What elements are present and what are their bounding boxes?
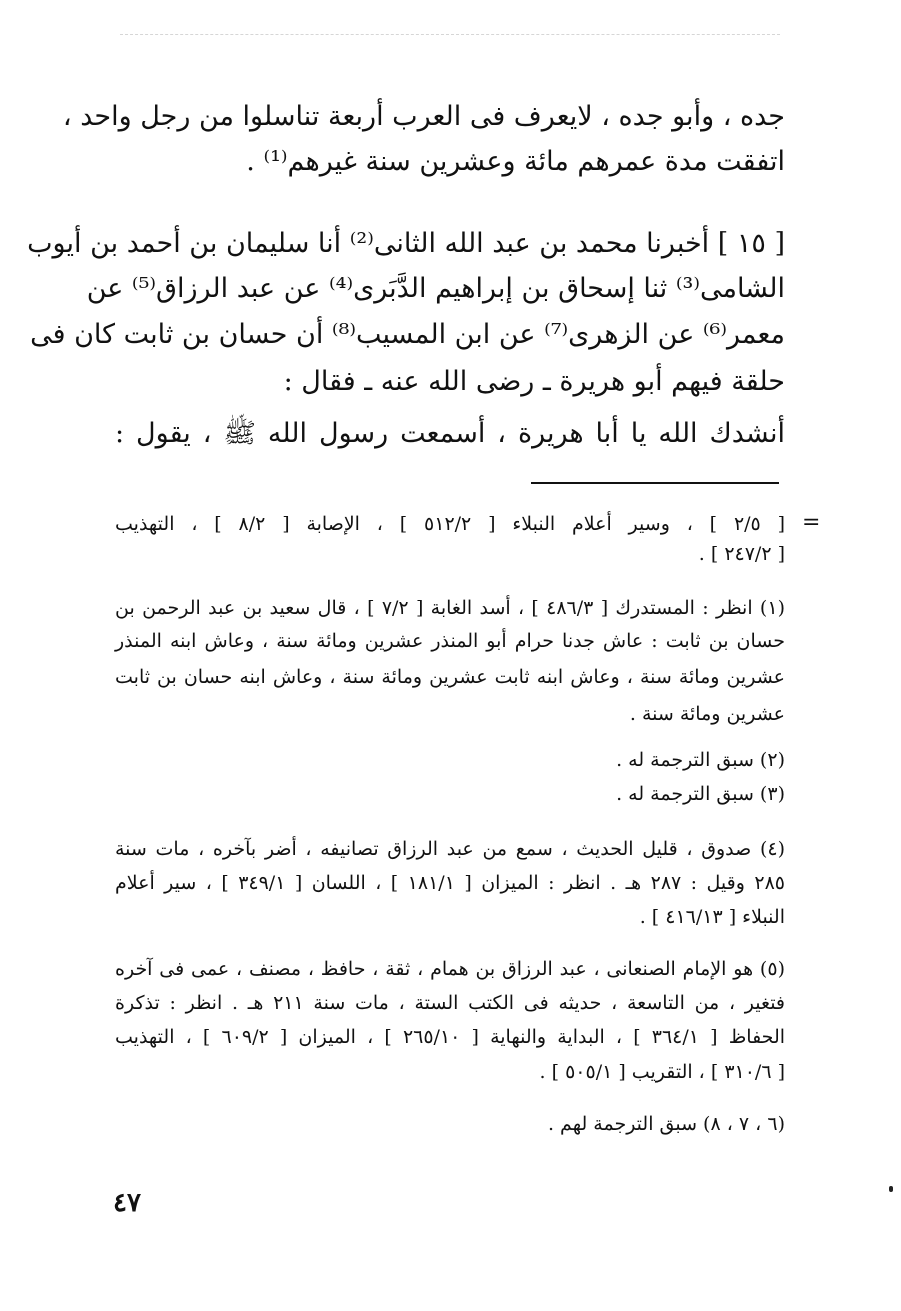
body-line-7: أنشدك الله يا أبا هريرة ، أسمعت رسول الله ﷺ ، يقول : bbox=[115, 418, 785, 449]
footnote-line: (٢) سبق الترجمة له . bbox=[616, 749, 785, 771]
continuation-mark: = bbox=[802, 510, 821, 535]
body-line-5: معمر⁽⁶⁾ عن الزهرى⁽⁷⁾ عن ابن المسيب⁽⁸⁾ أن حسان بن ثابت كان فى bbox=[30, 319, 785, 350]
body-line-2: اتفقت مدة عمرهم مائة وعشرين سنة غيرهم⁽¹⁾ . bbox=[246, 146, 785, 177]
body-line-4: الشامى⁽³⁾ ثنا إسحاق بن إبراهيم الدَّبَرى⁽⁴⁾ عن عبد الرزاق⁽⁵⁾ عن bbox=[86, 273, 785, 304]
footnote-line: عشرين ومائة سنة ، وعاش ابنه ثابت عشرين ومائة سنة ، وعاش ابنه حسان بن ثابت bbox=[115, 666, 785, 688]
body-line-1: جده ، وأبو جده ، لايعرف فى العرب أربعة تناسلوا من رجل واحد ، bbox=[62, 101, 785, 132]
footnote-line: فتغير ، من التاسعة ، حديثه فى الكتب الستة ، مات سنة ٢١١ هـ . انظر : تذكرة bbox=[115, 992, 786, 1014]
footnote-line: ٢٨٥ وقيل : ٢٨٧ هـ . انظر : الميزان [ ١٨١/١ ] ، اللسان [ ٣٤٩/١ ] ، سير أعلام bbox=[115, 872, 785, 894]
footnote-divider bbox=[531, 482, 779, 484]
footnote-line: عشرين ومائة سنة . bbox=[629, 703, 785, 725]
scan-speck bbox=[889, 1186, 893, 1192]
body-line-6: حلقة فيهم أبو هريرة ـ رضى الله عنه ـ فقال : bbox=[283, 366, 785, 397]
footnote-line: (٦ ، ٧ ، ٨) سبق الترجمة لهم . bbox=[547, 1113, 785, 1135]
footnote-line: النبلاء [ ٤١٦/١٣ ] . bbox=[639, 906, 785, 928]
footnote-line: (٥) هو الإمام الصنعانى ، عبد الرزاق بن همام ، ثقة ، حافظ ، مصنف ، عمى فى آخره bbox=[115, 958, 785, 980]
body-line-3: [ ١٥ ] أخبرنا محمد بن عبد الله الثانى⁽²⁾ أنا سليمان بن أحمد بن أيوب bbox=[27, 228, 785, 259]
footnote-line: [ ٢٤٧/٢ ] . bbox=[698, 543, 785, 565]
footnote-line: الحفاظ [ ٣٦٤/١ ] ، البداية والنهاية [ ٢٦٥/١٠ ] ، الميزان [ ٦٠٩/٢ ] ، التهذيب bbox=[115, 1026, 786, 1048]
top-edge-line bbox=[120, 34, 780, 35]
footnote-line: [ ٣١٠/٦ ] ، التقريب [ ٥٠٥/١ ] . bbox=[539, 1061, 785, 1083]
footnote-line: (٤) صدوق ، قليل الحديث ، سمع من عبد الرزاق تصانيفه ، أضر بآخره ، مات سنة bbox=[115, 838, 785, 860]
page-number: ٤٧ bbox=[113, 1188, 141, 1218]
footnote-line: [ ٢/٥ ] ، وسير أعلام النبلاء [ ٥١٢/٢ ] ، الإصابة [ ٨/٢ ] ، التهذيب bbox=[115, 513, 786, 535]
footnote-line: (٣) سبق الترجمة له . bbox=[616, 783, 785, 805]
footnote-line: (١) انظر : المستدرك [ ٤٨٦/٣ ] ، أسد الغابة [ ٧/٢ ] ، قال سعيد بن عبد الرحمن بن bbox=[115, 597, 785, 619]
footnote-line: حسان بن ثابت : عاش جدنا حرام أبو المنذر عشرين ومائة سنة ، وعاش ابنه المنذر bbox=[115, 630, 785, 652]
